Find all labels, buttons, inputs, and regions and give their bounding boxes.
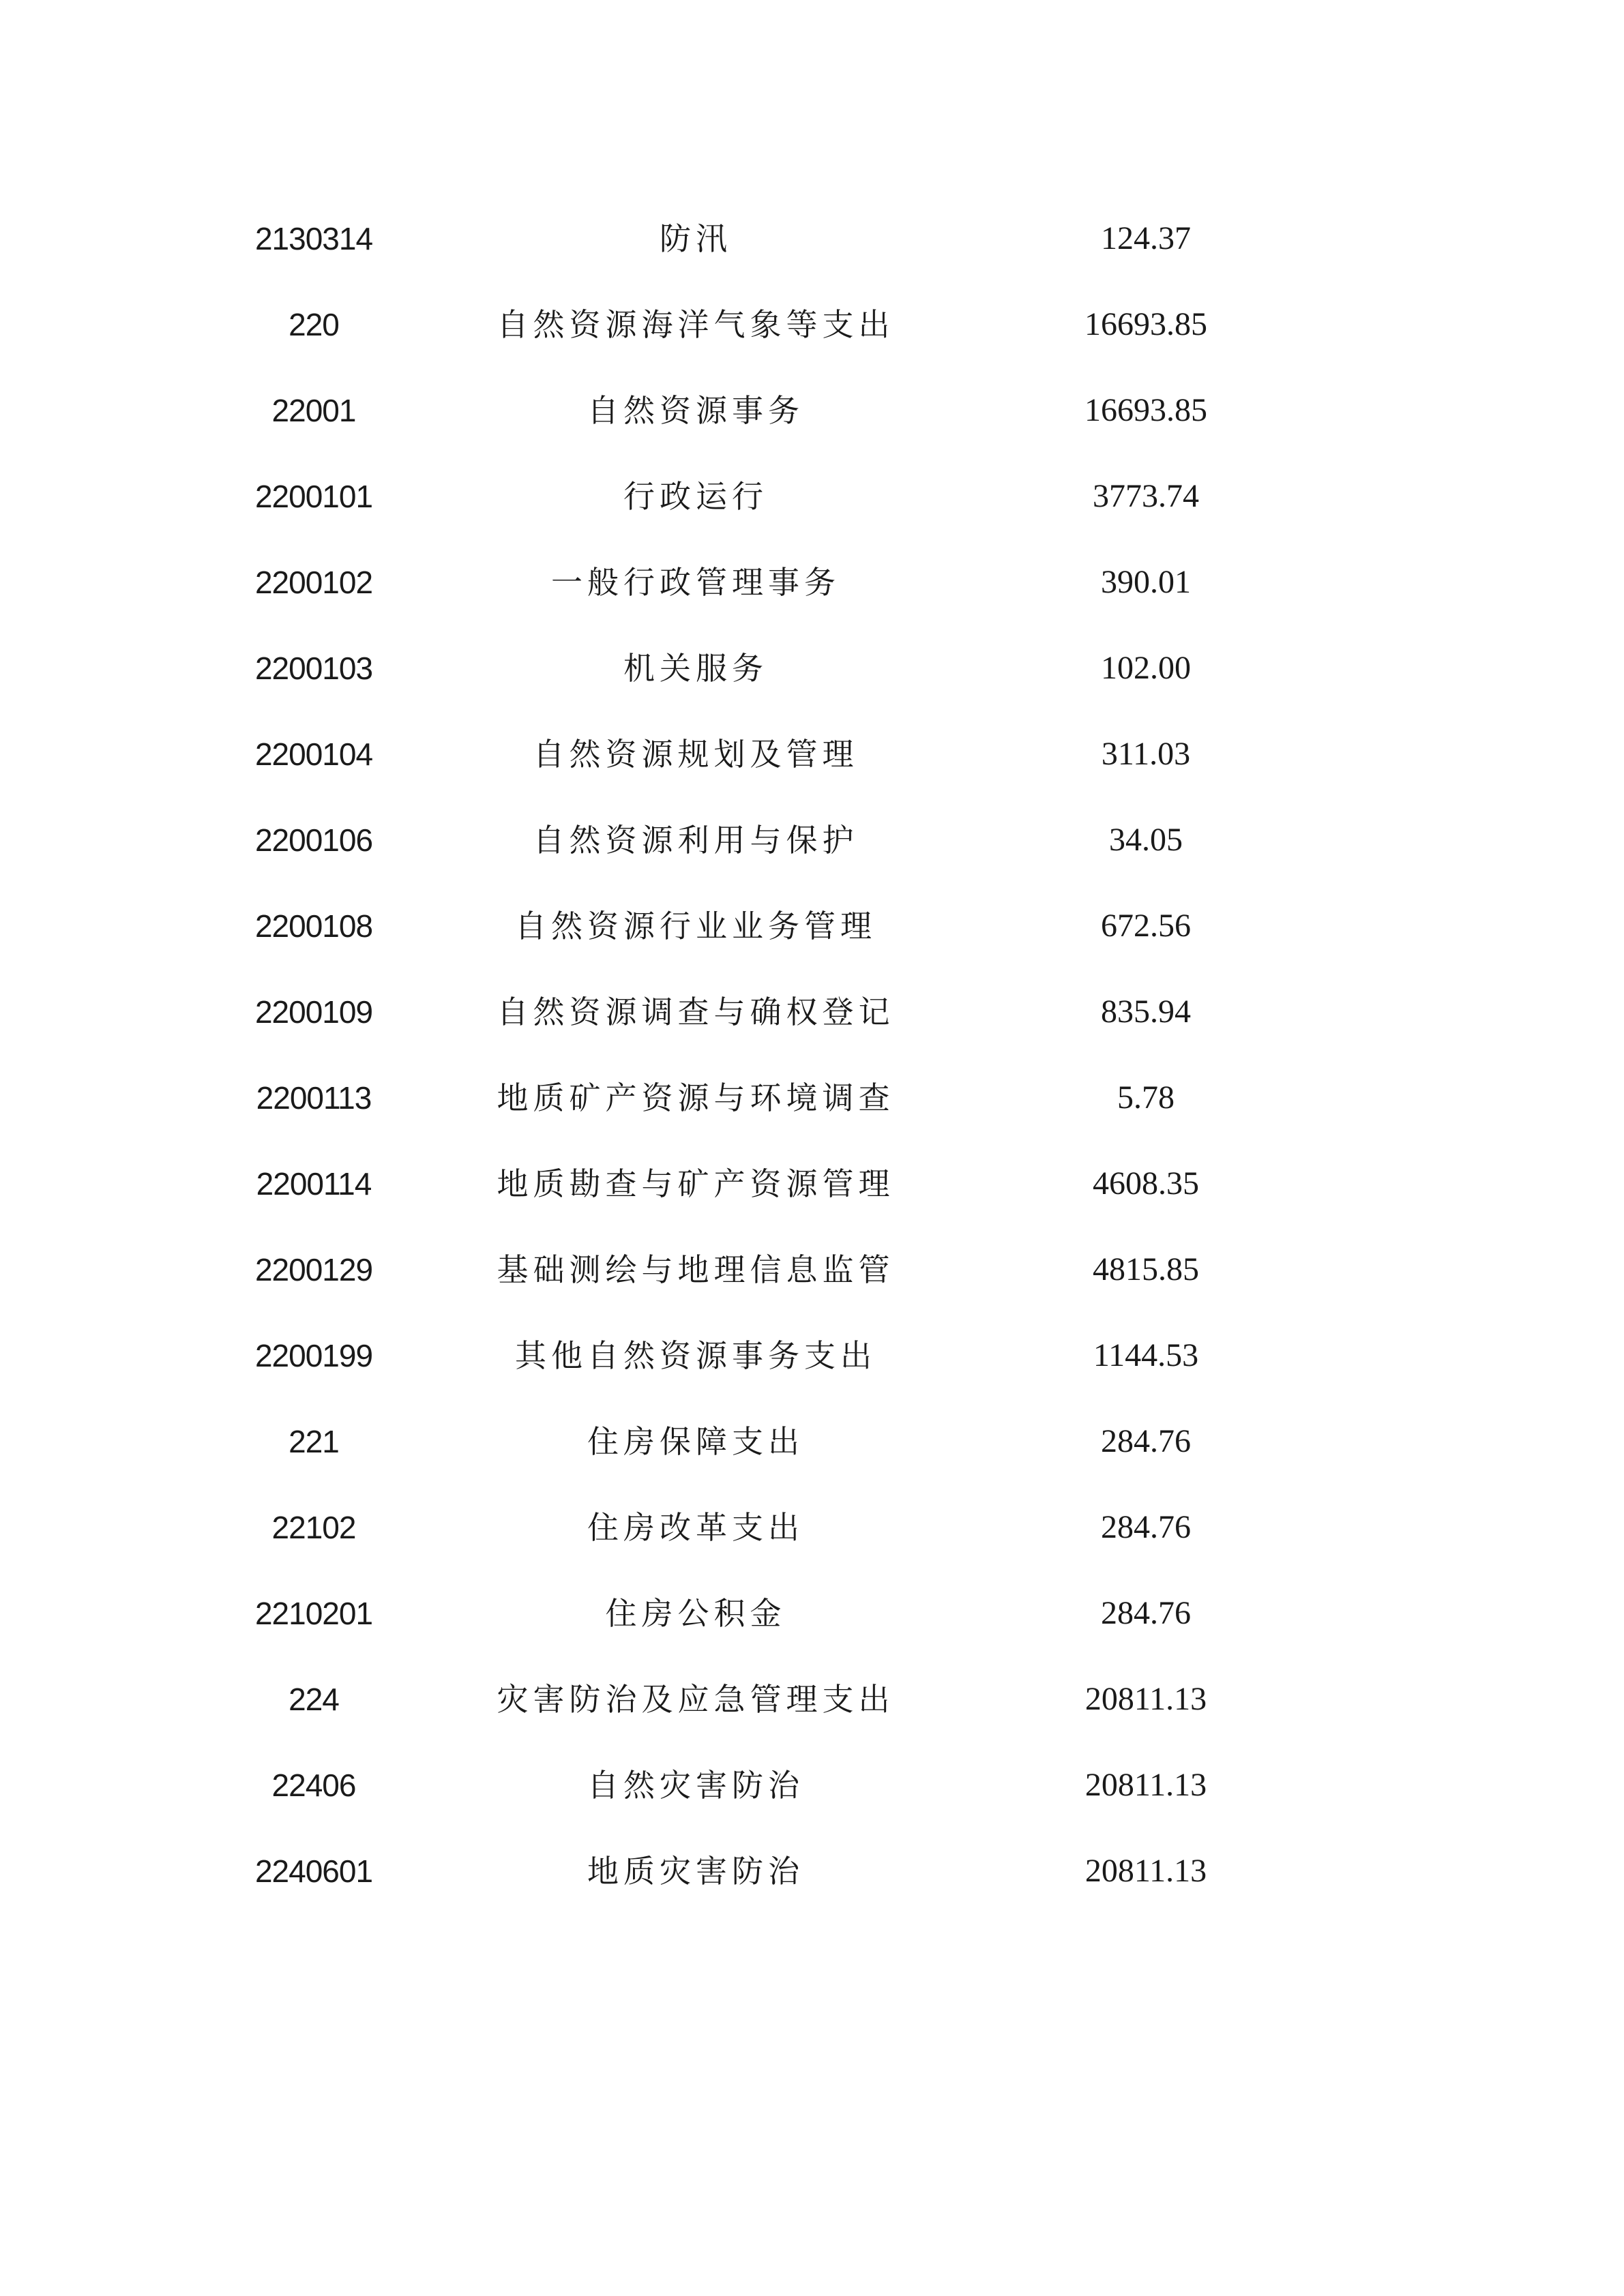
subject-code: 224 [289, 1682, 339, 1717]
subject-name: 机关服务 [623, 650, 768, 687]
table-row [0, 625, 1624, 711]
subject-code: 2200114 [256, 1166, 372, 1202]
subject-code: 2200104 [254, 736, 373, 772]
amount: 34.05 [1109, 822, 1183, 858]
table-row [0, 1742, 1624, 1828]
amount: 1144.53 [1093, 1337, 1199, 1373]
subject-code: 2200103 [254, 651, 373, 686]
subject-name: 自然资源规划及管理 [533, 736, 859, 773]
subject-name: 行政运行 [623, 478, 768, 515]
table-row [0, 969, 1624, 1055]
table-row [0, 282, 1624, 368]
table-row [0, 1828, 1624, 1914]
subject-code: 2200108 [254, 908, 373, 944]
subject-name: 自然灾害防治 [587, 1767, 804, 1804]
table-row [0, 883, 1624, 969]
amount: 20811.13 [1084, 1681, 1207, 1717]
table-row [0, 1055, 1624, 1141]
amount: 16693.85 [1084, 306, 1207, 342]
table-row [0, 196, 1624, 282]
table-row [0, 539, 1624, 625]
table-row [0, 1313, 1624, 1399]
subject-name: 基础测绘与地理信息监管 [497, 1251, 895, 1288]
amount: 102.00 [1101, 650, 1191, 686]
amount: 20811.13 [1084, 1767, 1207, 1803]
subject-name: 住房改革支出 [587, 1509, 804, 1546]
subject-name: 自然资源利用与保护 [533, 822, 859, 859]
subject-code: 2130314 [254, 221, 373, 256]
amount: 390.01 [1101, 564, 1191, 600]
table-row [0, 711, 1624, 797]
subject-code: 2200102 [254, 565, 373, 600]
amount: 672.56 [1101, 908, 1191, 944]
subject-code: 220 [289, 307, 339, 342]
subject-name: 地质勘查与矿产资源管理 [497, 1165, 895, 1202]
subject-code: 22406 [271, 1768, 356, 1803]
subject-name: 灾害防治及应急管理支出 [497, 1681, 895, 1718]
subject-code: 2200109 [254, 994, 373, 1030]
amount: 284.76 [1101, 1423, 1191, 1459]
amount: 4815.85 [1093, 1251, 1199, 1287]
table-row [0, 453, 1624, 539]
subject-code: 22001 [271, 393, 356, 428]
subject-code: 2240601 [254, 1853, 373, 1889]
amount: 124.37 [1101, 220, 1191, 256]
table-row [0, 1570, 1624, 1656]
amount: 20811.13 [1084, 1853, 1207, 1889]
table-row [0, 368, 1624, 453]
subject-name: 地质灾害防治 [587, 1853, 804, 1890]
amount: 3773.74 [1093, 478, 1199, 514]
subject-name: 住房保障支出 [587, 1423, 804, 1460]
subject-code: 221 [289, 1424, 339, 1459]
subject-code: 2200199 [254, 1338, 373, 1373]
amount: 16693.85 [1084, 392, 1207, 428]
subject-name: 防汛 [660, 220, 732, 257]
amount: 311.03 [1101, 736, 1191, 772]
amount: 5.78 [1117, 1079, 1175, 1116]
amount: 4608.35 [1093, 1165, 1199, 1202]
subject-name: 一般行政管理事务 [551, 564, 840, 601]
subject-code: 2210201 [254, 1596, 373, 1631]
table-row [0, 1141, 1624, 1227]
subject-code: 22102 [271, 1510, 356, 1545]
amount: 284.76 [1101, 1595, 1191, 1631]
subject-name: 住房公积金 [605, 1595, 786, 1632]
subject-code: 2200101 [254, 479, 373, 514]
table-row [0, 1399, 1624, 1485]
table-row [0, 1656, 1624, 1742]
subject-name: 自然资源事务 [587, 392, 804, 429]
subject-name: 地质矿产资源与环境调查 [497, 1079, 895, 1116]
subject-name: 自然资源海洋气象等支出 [497, 306, 895, 343]
subject-name: 自然资源调查与确权登记 [497, 994, 895, 1030]
amount: 835.94 [1101, 994, 1191, 1030]
subject-code: 2200113 [256, 1080, 372, 1116]
amount: 284.76 [1101, 1509, 1191, 1545]
subject-name: 其他自然资源事务支出 [515, 1337, 876, 1374]
subject-code: 2200106 [254, 822, 373, 858]
table-row [0, 1485, 1624, 1570]
table-row [0, 797, 1624, 883]
subject-name: 自然资源行业业务管理 [515, 908, 876, 944]
subject-code: 2200129 [254, 1252, 373, 1287]
table-row [0, 1227, 1624, 1313]
